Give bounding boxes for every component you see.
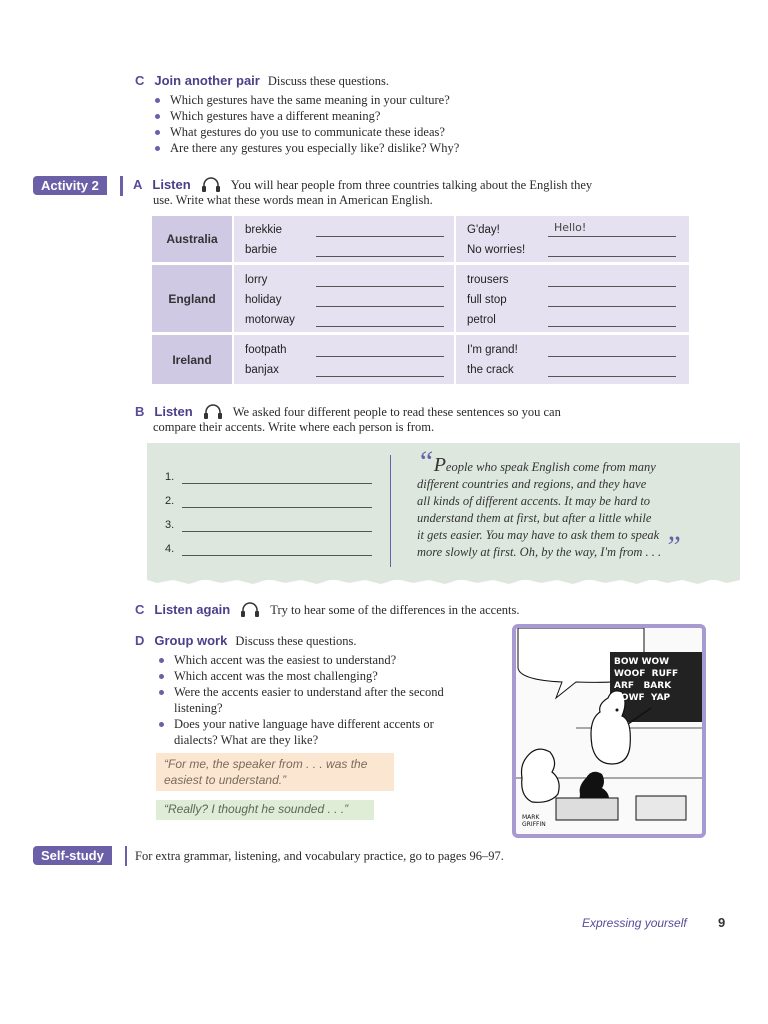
- region-label-australia: Australia: [152, 216, 232, 262]
- column-divider: [454, 216, 456, 384]
- passage-line: different countries and regions, and they have: [417, 477, 647, 491]
- vocab-term: I'm grand!: [467, 344, 518, 356]
- example-response-bubble: “Really? I thought he sounded . . .”: [156, 800, 374, 820]
- answer-line[interactable]: [316, 326, 444, 327]
- vocab-term: holiday: [245, 294, 282, 306]
- accent-question-list: [154, 652, 474, 748]
- vocab-term: full stop: [467, 294, 507, 306]
- tag-divider: [125, 846, 127, 866]
- answer-line[interactable]: [548, 256, 676, 257]
- dog-school-cartoon: [512, 624, 706, 838]
- vocab-term: brekkie: [245, 224, 283, 236]
- section-letter: C: [135, 602, 145, 617]
- close-quote-mark: ”: [664, 530, 681, 563]
- vocab-term: petrol: [467, 314, 496, 326]
- page-number: 9: [718, 915, 726, 930]
- list-item: Which gestures have a different meaning?: [150, 108, 550, 124]
- gesture-question-list: [150, 92, 550, 156]
- section-instruction-cont: compare their accents. Write where each person is from.: [153, 420, 435, 434]
- answer-line[interactable]: [182, 531, 372, 532]
- answer-line[interactable]: [182, 507, 372, 508]
- panel-divider: [390, 455, 391, 567]
- passage-line: more slowly at first. Oh, by the way, I'm from . . .: [417, 545, 662, 559]
- answer-number: 2.: [165, 495, 175, 507]
- self-study-tag: Self-study: [33, 846, 112, 865]
- section-instruction: Discuss these questions.: [235, 634, 357, 648]
- section-heading: Listen again: [154, 602, 231, 617]
- list-item: What gestures do you use to communicate these ideas?: [150, 124, 550, 140]
- sample-passage: [417, 445, 727, 563]
- passage-line: all kinds of different accents. It may be hard to: [417, 494, 651, 508]
- section-heading: Listen: [154, 404, 193, 419]
- section-heading: Group work: [154, 633, 228, 648]
- answer-line[interactable]: [316, 286, 444, 287]
- list-item: Are there any gestures you especially like? dislike? Why?: [150, 140, 550, 156]
- section-letter: A: [133, 177, 143, 192]
- region-label-england: England: [152, 265, 232, 332]
- torn-paper-edge: [147, 574, 740, 586]
- section-d-group-work: [135, 632, 357, 650]
- list-item: Which accent was the most challenging?: [154, 668, 474, 684]
- answer-line[interactable]: [548, 326, 676, 327]
- answer-line[interactable]: [548, 376, 676, 377]
- answer-number: 4.: [165, 543, 175, 555]
- section-instruction: We asked four different people to read these sentences so you can: [232, 405, 561, 419]
- vocab-term: banjax: [245, 364, 279, 376]
- section-letter: C: [135, 73, 145, 88]
- vocab-term: barbie: [245, 244, 277, 256]
- self-study-text: For extra grammar, listening, and vocabulary practice, go to pages 96–97.: [135, 849, 504, 863]
- answer-line[interactable]: [316, 306, 444, 307]
- tag-divider: [120, 176, 123, 196]
- blackboard-words: BOW WOW WOOF RUFF ARF BARK ROWF YAP: [614, 657, 679, 703]
- list-item: Does your native language have different accents or dialects? What are they like?: [154, 716, 474, 748]
- list-item: Which gestures have the same meaning in your culture?: [150, 92, 550, 108]
- answer-line[interactable]: [548, 286, 676, 287]
- answer-line[interactable]: [316, 356, 444, 357]
- section-instruction: Discuss these questions.: [267, 74, 390, 88]
- example-speech-bubble: [156, 753, 394, 791]
- vocabulary-table: [152, 216, 689, 384]
- section-instruction-cont: use. Write what these words mean in American English.: [153, 193, 433, 207]
- vocab-term: trousers: [467, 274, 509, 286]
- passage-line: understand them at first, but after a little while: [417, 511, 652, 525]
- answer-line[interactable]: [316, 236, 444, 237]
- answer-line[interactable]: [316, 256, 444, 257]
- vocab-term: lorry: [245, 274, 268, 286]
- open-quote-mark: “: [417, 445, 434, 478]
- vocab-term: motorway: [245, 314, 295, 326]
- answer-line[interactable]: [548, 356, 676, 357]
- column-divider: [232, 216, 234, 384]
- activity-2-tag: Activity 2: [33, 176, 107, 195]
- answer-number: 3.: [165, 519, 175, 531]
- cartoonist-signature: MARK GRIFFIN: [522, 814, 546, 828]
- headphones-icon: [240, 602, 260, 623]
- bubble-line: “For me, the speaker from . . . was the: [164, 757, 368, 771]
- section-instruction: You will hear people from three countries talking about the English they: [230, 178, 593, 192]
- accent-quote-panel: [147, 443, 740, 580]
- answer-line[interactable]: [182, 555, 372, 556]
- vocab-term: No worries!: [467, 244, 526, 256]
- section-letter: B: [135, 404, 145, 419]
- answer-line[interactable]: [548, 236, 676, 237]
- vocab-term: the crack: [467, 364, 514, 376]
- answer-line[interactable]: [182, 483, 372, 484]
- answer-line[interactable]: [316, 376, 444, 377]
- section-c-listen-again: [135, 601, 695, 623]
- passage-line: eople who speak English come from many: [445, 460, 656, 474]
- list-item: Which accent was the easiest to understand?: [154, 652, 474, 668]
- drop-cap: P: [433, 454, 446, 476]
- example-answer: Hello!: [554, 221, 587, 234]
- answer-line[interactable]: [548, 306, 676, 307]
- section-instruction: Try to hear some of the differences in the accents.: [270, 603, 520, 617]
- vocab-term: G'day!: [467, 224, 500, 236]
- section-c-join-another-pair: [135, 72, 389, 90]
- chapter-title: Expressing yourself: [582, 916, 687, 930]
- list-item: Were the accents easier to understand after the second listening?: [154, 684, 474, 716]
- section-letter: D: [135, 633, 145, 648]
- section-heading: Listen: [152, 177, 191, 192]
- answer-number: 1.: [165, 471, 175, 483]
- section-heading: Join another pair: [154, 73, 260, 88]
- bubble-line: easiest to understand.”: [164, 773, 287, 787]
- region-label-ireland: Ireland: [152, 335, 232, 384]
- vocab-term: footpath: [245, 344, 287, 356]
- passage-line: it gets easier. You may have to ask them to speak: [417, 528, 660, 542]
